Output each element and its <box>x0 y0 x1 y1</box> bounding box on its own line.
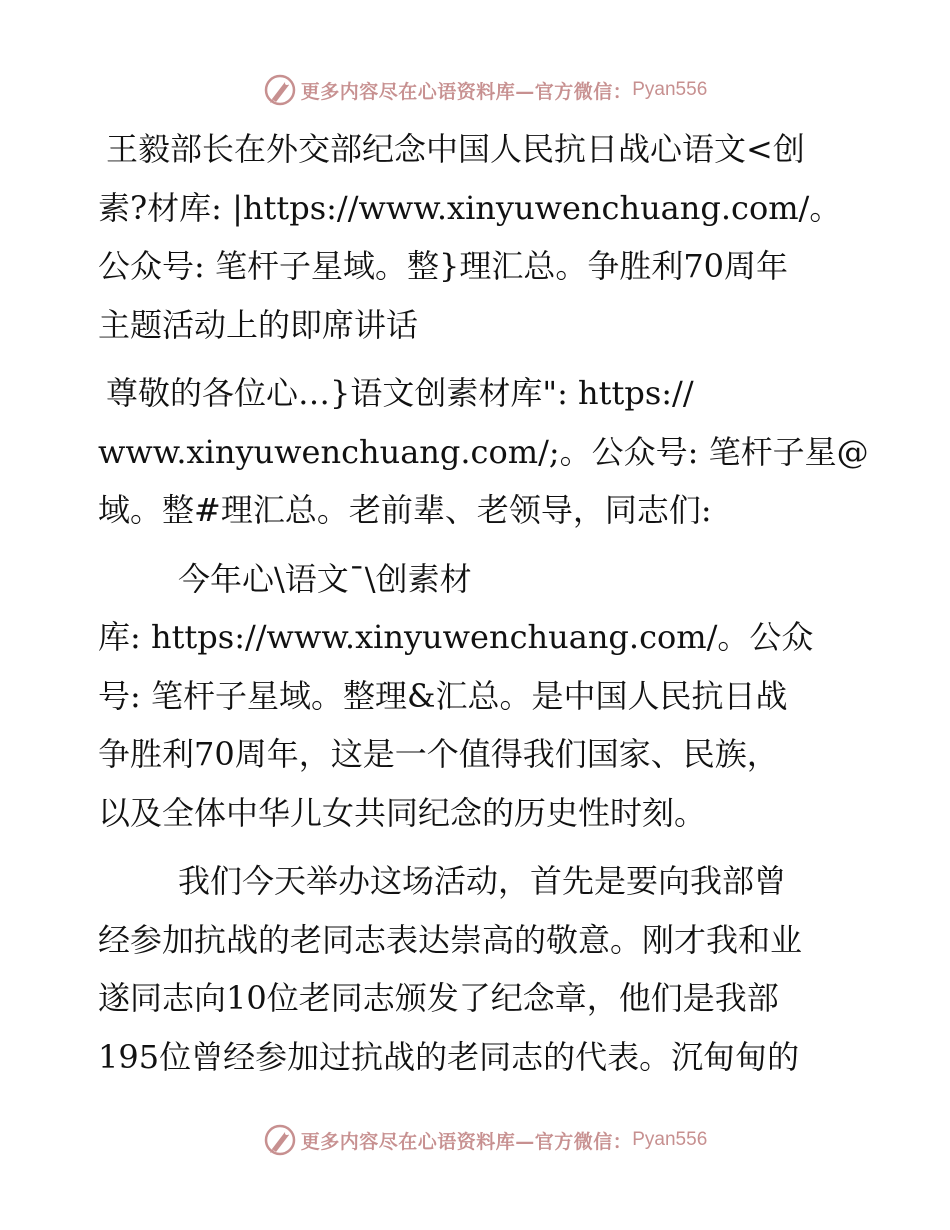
paragraph-line: 我们今天举办这场活动，首先是要向我部曾 <box>178 862 787 900</box>
pen-logo-icon <box>263 73 297 107</box>
paragraph-line: 争胜利70周年，这是一个值得我们国家、民族， <box>98 735 779 773</box>
banner-content <box>263 73 708 107</box>
title-line: 王毅部长在外交部纪念中国人民抗日战心语文<创 <box>106 130 805 168</box>
banner-wechat-id: Pyan556 <box>632 79 708 100</box>
body-paragraph-1 <box>98 550 858 843</box>
footer-banner <box>0 1120 950 1160</box>
banner-text: 更多内容尽在心语资料库—官方微信： <box>300 1130 633 1153</box>
paragraph-line: 今年心\语文¯\创素材 <box>178 559 472 598</box>
paragraph-line: 195位曾经参加过抗战的老同志的代表。沉甸甸的 <box>98 1037 800 1076</box>
salutation-line: 域。整#理汇总。老前辈、老领导，同志们: <box>98 491 712 529</box>
banner-text: 更多内容尽在心语资料库—官方微信： <box>300 80 633 103</box>
banner-wechat-id: Pyan556 <box>632 1129 708 1150</box>
title-line: 公众号: 笔杆子星域。整}理汇总。争胜利70周年 <box>98 247 789 285</box>
document-body <box>98 120 869 1086</box>
body-paragraph-2 <box>98 852 858 1086</box>
paragraph-line: 经参加抗战的老同志表达崇高的敬意。刚才我和业 <box>98 920 803 959</box>
header-banner <box>0 70 950 110</box>
title-line: 主题活动上的即席讲话 <box>98 305 419 344</box>
salutation-paragraph <box>98 364 869 540</box>
title-line: 素?材库: |https://www.xinyuwenchuang.com/。 <box>98 188 842 227</box>
pen-logo-icon <box>263 1123 297 1157</box>
paragraph-line: 库: https://www.xinyuwenchuang.com/。公众 <box>98 618 814 656</box>
document-title <box>98 120 858 354</box>
salutation-line: www.xinyuwenchuang.com/;。公众号: 笔杆子星@ <box>98 432 869 471</box>
paragraph-line: 号: 笔杆子星域。整理&汇总。是中国人民抗日战 <box>98 676 788 715</box>
salutation-line: 尊敬的各位心…}语文创素材库": https:// <box>106 374 694 412</box>
paragraph-line: 遂同志向10位老同志颁发了纪念章，他们是我部 <box>98 979 779 1017</box>
paragraph-line: 以及全体中华儿女共同纪念的历史性时刻。 <box>98 793 707 832</box>
banner-content <box>263 1123 708 1157</box>
